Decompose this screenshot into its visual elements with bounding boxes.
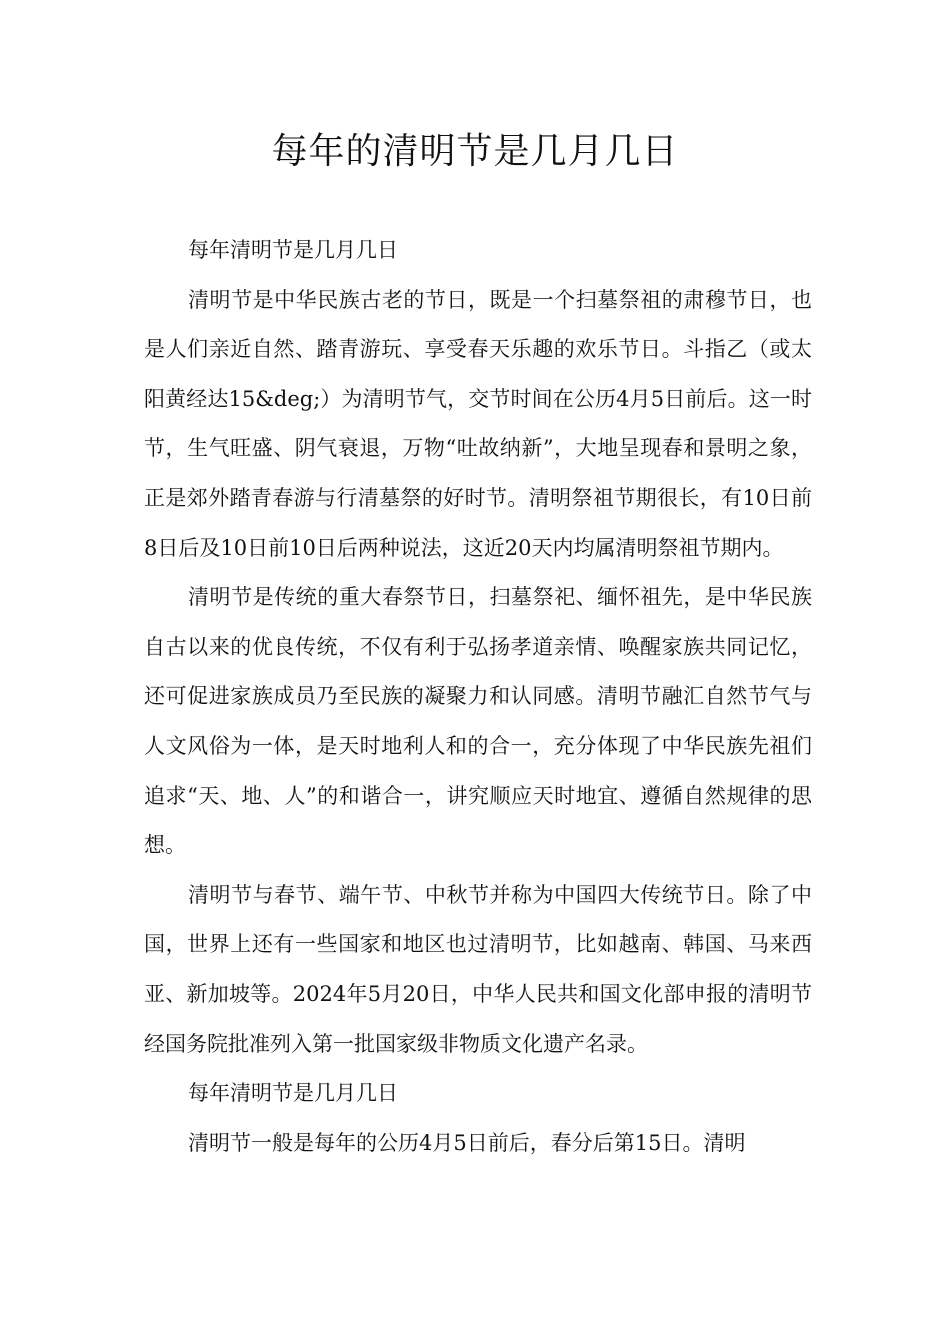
paragraph: 清明节是中华民族古老的节日，既是一个扫墓祭祖的肃穆节日，也是人们亲近自然、踏青游玩、享受春天乐趣的欢乐节日。斗指乙（或太阳黄经达15&deg;）为清明节气，交节时间在公历4月5日前后。这一时节，生气旺盛、阴气衰退，万物“吐故纳新”，大地呈现春和景明之象，正是郊外踏青春游与行清墓祭的好时节。清明祭祖节期很长，有10日前8日后及10日前10日后两种说法，这近20天内均属清明祭祖节期内。 — [144, 287, 812, 560]
paragraph: 清明节一般是每年的公历4月5日前后，春分后第15日。清明 — [188, 1130, 746, 1155]
paragraph: 清明节与春节、端午节、中秋节并称为中国四大传统节日。除了中国，世界上还有一些国家和地区也过清明节，比如越南、韩国、马来西亚、新加坡等。2024年5月20日，中华人民共和国文化部申报的清明节经国务院批准列入第一批国家级非物质文化遗产名录。 — [144, 882, 812, 1056]
paragraph: 清明节是传统的重大春祭节日，扫墓祭祀、缅怀祖先，是中华民族自古以来的优良传统，不仅有利于弘扬孝道亲情、唤醒家族共同记忆，还可促进家族成员乃至民族的凝聚力和认同感。清明节融汇自然节气与人文风俗为一体，是天时地利人和的合一，充分体现了中华民族先祖们追求“天、地、人”的和谐合一，讲究顺应天时地宜、遵循自然规律的思想。 — [144, 585, 812, 858]
paragraph-subheading: 每年清明节是几月几日 — [188, 238, 398, 262]
paragraph-subheading: 每年清明节是几月几日 — [188, 1081, 398, 1106]
document-title: 每年的清明节是几月几日 — [271, 131, 679, 172]
document-body — [144, 226, 812, 1168]
